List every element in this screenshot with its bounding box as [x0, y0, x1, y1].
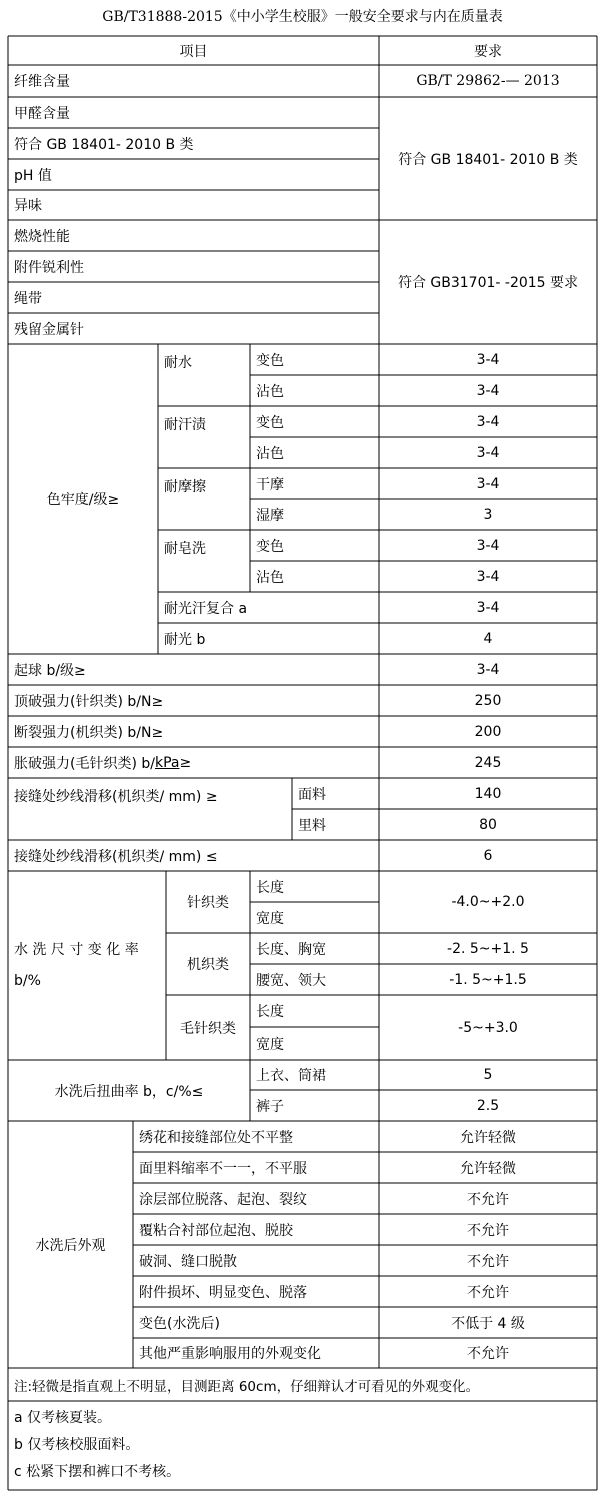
gb18401-label: 符合 GB 18401- 2010 B 类: [14, 136, 194, 153]
fastness-sweat-a: 变色: [256, 414, 284, 431]
appearance-item-val: 允许轻微: [460, 1160, 516, 1177]
breaking-woven-label: 断裂强力(机织类) b/N≥: [14, 724, 164, 741]
slip-woven-face-val: 140: [474, 785, 502, 802]
fastness-rubbing-label: 耐摩擦: [164, 479, 206, 495]
dimension-wool-b: 宽度: [256, 1036, 284, 1053]
dimension-woven-a-val: -2. 5~+1. 5: [447, 940, 529, 957]
bursting-wool-label-post: ≥: [179, 754, 192, 771]
pilling-val: 3-4: [476, 661, 500, 678]
fiber-req: GB/T 29862-— 2013: [416, 73, 560, 89]
fastness-rubbing-b-val: 3: [483, 506, 493, 523]
twist-b: 裤子: [256, 1098, 284, 1115]
note-a: a 仅考核夏装。: [14, 1410, 112, 1426]
twist-a-val: 5: [483, 1067, 493, 1083]
bursting-wool-label-pre: 胀破强力(毛针织类) b/: [14, 755, 155, 772]
fastness-light-sweat-label: 耐光汗复合 a: [164, 600, 248, 617]
sharpness-label: 附件锐利性: [14, 259, 84, 276]
dimension-woven-a: 长度、胸宽: [256, 941, 326, 958]
burning-label: 燃烧性能: [14, 228, 70, 245]
bursting-wool-label: [8, 747, 379, 778]
appearance-item-text: 面里料缩率不一一，不平服: [139, 1160, 307, 1177]
fastness-soap-a-val: 3-4: [476, 537, 500, 554]
note-main: 注:轻微是指直观上不明显，目测距离 60cm，仔细辩认才可看见的外观变化。: [14, 1378, 480, 1395]
appearance-label: 水洗后外观: [35, 1237, 106, 1254]
fastness-light-label: 耐光 b: [164, 631, 206, 648]
fastness-water-label: 耐水: [164, 355, 192, 371]
twist-a: 上衣、筒裙: [256, 1068, 326, 1084]
appearance-item-text: 绣花和接缝部位处不平整: [139, 1129, 293, 1146]
fastness-light-sweat-val: 3-4: [476, 599, 500, 616]
odor-label: 异味: [14, 198, 42, 214]
fastness-sweat-b: 沾色: [256, 445, 284, 462]
dimension-knit-a: 长度: [256, 879, 284, 896]
dimension-knit-label: 针织类: [187, 895, 229, 911]
ph-label: pH 值: [14, 167, 52, 184]
appearance-item-val: 允许轻微: [460, 1129, 516, 1146]
dimension-wool-val: -5~+3.0: [458, 1019, 518, 1036]
page-title: GB/T31888-2015《中小学生校服》一般安全要求与内在质量表: [102, 9, 503, 25]
group2-req: 符合 GB31701- -2015 要求: [397, 275, 579, 291]
cord-label: 绳带: [14, 290, 42, 307]
fastness-water-b-val: 3-4: [476, 382, 500, 399]
breaking-woven-val: 200: [474, 723, 502, 740]
appearance-item-text: 覆粘合衬部位起泡、脱胶: [139, 1222, 293, 1239]
dimension-woven-b-val: -1. 5~+1.5: [449, 971, 527, 988]
fastness-light-val: 4: [483, 630, 493, 647]
slip-wool-val: 6: [483, 847, 493, 864]
appearance-item-text: 破洞、缝口脱散: [139, 1253, 237, 1270]
bursting-knit-label: 顶破强力(针织类) b/N≥: [14, 693, 164, 710]
fastness-soap-label: 耐皂洗: [164, 541, 206, 557]
dimension-knit-val: -4.0~+2.0: [451, 894, 525, 910]
fastness-soap-b-val: 3-4: [476, 568, 500, 585]
appearance-item-val: 不允许: [467, 1346, 509, 1362]
dimension-label: 水 洗 尺 寸 变 化 率 b/%: [14, 941, 139, 989]
bursting-wool-label-unit: kPa: [154, 754, 180, 771]
twist-b-val: 2.5: [476, 1097, 500, 1114]
appearance-item-val: 不允许: [467, 1222, 509, 1239]
dimension-wool-a: 长度: [256, 1004, 284, 1020]
bursting-wool-val: 245: [474, 754, 502, 771]
fastness-label: 色牢度/级≥: [46, 492, 120, 508]
fastness-sweat-a-val: 3-4: [476, 413, 500, 430]
fiber-label: 纤维含量: [14, 74, 70, 90]
appearance-item-text: 变色(水洗后): [139, 1315, 220, 1332]
group1-req: 符合 GB 18401- 2010 B 类: [398, 151, 578, 168]
twist-label: 水洗后扭曲率 b，c/%≤: [54, 1083, 204, 1100]
fastness-rubbing-a-val: 3-4: [476, 475, 500, 492]
fastness-water-a: 变色: [256, 352, 284, 369]
formaldehyde-label: 甲醛含量: [14, 105, 70, 122]
slip-woven-face: 面料: [298, 786, 326, 803]
appearance-item-val: 不低于 4 级: [451, 1315, 525, 1332]
slip-wool-label: 接缝处纱线滑移(机织类/ mm) ≤: [14, 848, 218, 865]
fastness-rubbing-b: 湿摩: [256, 507, 284, 524]
dimension-knit-b: 宽度: [256, 910, 284, 927]
metal-label: 残留金属针: [14, 321, 84, 338]
appearance-item-text: 其他严重影响服用的外观变化: [139, 1346, 321, 1362]
fastness-sweat-b-val: 3-4: [476, 444, 500, 461]
fastness-rubbing-a: 干摩: [256, 476, 284, 493]
note-b: b 仅考核校服面料。: [14, 1436, 140, 1453]
slip-woven-lining-val: 80: [479, 816, 497, 833]
header-item: 项目: [179, 43, 208, 60]
pilling-label: 起球 b/级≥: [14, 662, 86, 679]
dimension-woven-label: 机织类: [187, 957, 229, 973]
dimension-wool-label: 毛针织类: [180, 1020, 236, 1037]
bursting-knit-val: 250: [474, 692, 502, 709]
header-requirement: 要求: [474, 43, 502, 60]
fastness-soap-b: 沾色: [256, 569, 284, 586]
appearance-item-val: 不允许: [467, 1284, 509, 1301]
appearance-item-text: 涂层部位脱落、起泡、裂纹: [139, 1191, 307, 1208]
appearance-item-val: 不允许: [467, 1253, 509, 1270]
slip-woven-lining: 里料: [298, 817, 326, 834]
appearance-item-val: 不允许: [467, 1191, 509, 1208]
appearance-item-text: 附件损坏、明显变色、脱落: [139, 1284, 307, 1301]
fastness-soap-a: 变色: [256, 538, 284, 555]
fastness-water-a-val: 3-4: [476, 351, 500, 368]
slip-woven-label: 接缝处纱线滑移(机织类/ mm) ≥: [14, 789, 218, 805]
fastness-sweat-label: 耐汗渍: [164, 417, 206, 433]
fastness-water-b: 沾色: [256, 383, 284, 400]
note-c: c 松紧下摆和裤口不考核。: [14, 1464, 181, 1480]
dimension-woven-b: 腰宽、领大: [256, 972, 326, 989]
